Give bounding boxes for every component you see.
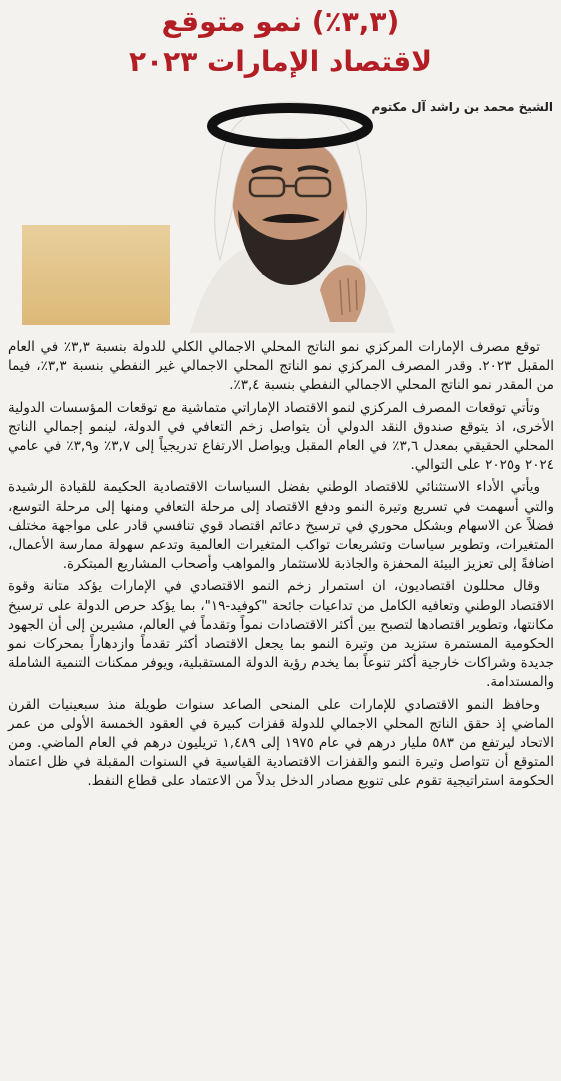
article-paragraph: وحافظ النمو الاقتصادي للإمارات على المنحى الصاعد سنوات طويلة منذ سبعينيات القرن الماضي إذ حقق الناتج المحلي الاجمالي للدولة قفزات كبيرة في العقود الخمسة الأولى من عمر الاتحاد ليرتفع من ٥٨٣ مليار درهم في عام ١٩٧٥ إلى ١,٤٨٩ تريليون درهم في العام الماضي. ومن المتوقع أن تتواصل وتيرة النمو والقفزات الاقتصادية القياسية في السنوات المقبلة في ظل اعتماد الحكومة استراتيجية تقوم على تنويع مصادر الدخل بدلاً من الاعتماد على قطاع النفط. [8, 696, 554, 790]
article-paragraph: توقع مصرف الإمارات المركزي نمو الناتج المحلي الاجمالي الكلي للدولة بنسبة ٣,٣٪ في العام المقبل ٢٠٢٣. وقدر المصرف المركزي نمو الناتج المحلي الاجمالي غير النفطي بنسبة ٣,٣٪، فيما من المقدر نمو الناتج المحلي الاجمالي النفطي بنسبة ٣,٤٪. [8, 339, 554, 394]
photo-caption: الشيخ محمد بن راشد آل مكتوم [371, 100, 553, 114]
headline-line-1: (٣,٣٪) نمو متوقع [161, 5, 400, 38]
portrait-illustration [170, 90, 410, 333]
headline-line-2: لاقتصاد الإمارات ٢٠٢٣ [128, 45, 433, 78]
article-paragraph: وتأتي توقعات المصرف المركزي لنمو الاقتصاد الإماراتي متماشية مع توقعات المؤسسات الدولية الأخرى، اذ يتوقع صندوق النقد الدولي أن يتواصل زخم التعافي في الدولة، لينمو إجمالي الناتج المحلي الحقيقي بمعدل ٣,٦٪ في العام المقبل ويواصل الارتفاع تدريجياً إلى ٣,٧٪ و٣,٩٪ في عامي ٢٠٢٤ و٢٠٢٥ على التوالي. [8, 399, 555, 474]
article-body [8, 338, 554, 1078]
article-paragraph: وقال محللون اقتصاديون، ان استمرار زخم النمو الاقتصادي في الإمارات يؤكد متانة وقوة الاقتصاد الوطني وتعافيه الكامل من تداعيات جائحة "كوفيد-١٩"، بما يؤكد حرص الدولة على ترسيخ مكانتها، وتطوير اقتصادها لتصبح بين أكثر الاقتصادات نمواً وتقدماً في العالم، مشيرين إلى أن الجهود الحكومية المستمرة ستزيد من وتيرة النمو بما يجعل الاقتصاد أكثر تقدماً وازدهاراً بمحركات نمو جديدة وشراكات خارجية أكثر تنوعاً بما يخدم رؤية الدولة المستقبلية، ويوفر ممكنات التنمية الشاملة والمستدامة. [8, 578, 554, 691]
headline [0, 2, 561, 82]
gold-decorative-block [22, 225, 170, 325]
article-paragraph: ويأتي الأداء الاستثنائي للاقتصاد الوطني بفضل السياسات الاقتصادية الحكيمة للقيادة الرشيدة والتي أسهمت في تسريع وتيرة النمو ودفع الاقتصاد إلى مرحلة التعافي ومنها إلى مرحلة التوسع، فضلاً عن الاسهام وبشكل محوري في ترسيخ دعائم اقتصاد قوي تنافسي قادر على مواجهة مختلف المتغيرات، وتطوير سياسات وتشريعات تواكب المتغيرات العالمية وتدعم سهولة ممارسة الأعمال، اضافةً إلى تعزيز البيئة المحفزة والجاذبة للاستثمار والمواهب وأصحاب المشاريع المبتكرة. [8, 479, 554, 573]
